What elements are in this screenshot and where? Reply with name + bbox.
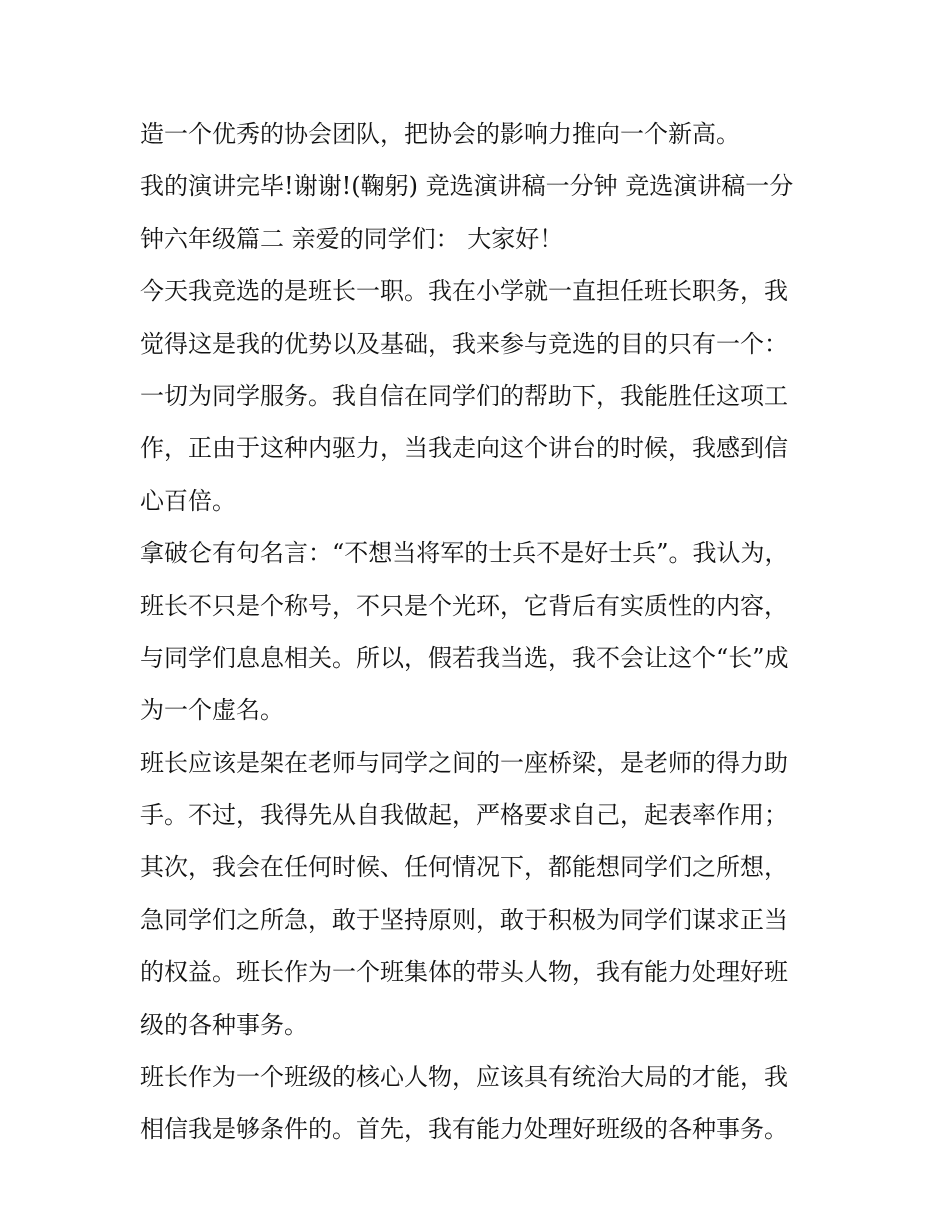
paragraph bbox=[140, 527, 820, 737]
text-line: 急同学们之所急，敢于坚持原则，敢于积极为同学们谋求正当 bbox=[140, 905, 788, 934]
text-line: 其次，我会在任何时候、任何情况下，都能想同学们之所想， bbox=[140, 853, 788, 882]
text-line: 今天我竞选的是班长一职。我在小学就一直担任班长职务，我 bbox=[140, 277, 788, 306]
text-line: 手。不过，我得先从自我做起，严格要求自己，起表率作用； bbox=[140, 801, 788, 830]
text-line: 班长应该是架在老师与同学之间的一座桥梁，是老师的得力助 bbox=[140, 748, 788, 777]
paragraph bbox=[140, 265, 820, 527]
text-line: 为一个虚名。 bbox=[140, 696, 284, 725]
text-line: 级的各种事务。 bbox=[140, 1010, 308, 1039]
text-line: 班长不只是个称号，不只是个光环，它背后有实质性的内容， bbox=[140, 591, 788, 620]
text-line: 拿破仑有句名言：“不想当将军的士兵不是好士兵”。我认为， bbox=[140, 539, 789, 568]
text-line: 造一个优秀的协会团队，把协会的影响力推向一个新高。 bbox=[140, 120, 740, 148]
document-body bbox=[140, 108, 820, 1156]
text-line: 心百倍。 bbox=[140, 486, 236, 515]
text-line: 的权益。班长作为一个班集体的带头人物，我有能力处理好班 bbox=[140, 958, 788, 987]
text-line: 班长作为一个班级的核心人物，应该具有统治大局的才能，我 bbox=[140, 1063, 788, 1092]
text-line: 与同学们息息相关。所以，假若我当选，我不会让这个“长”成 bbox=[140, 643, 789, 672]
text-line: 觉得这是我的优势以及基础，我来参与竞选的目的只有一个： bbox=[140, 329, 788, 358]
paragraph bbox=[140, 160, 820, 265]
text-line: 作，正由于这种内驱力，当我走向这个讲台的时候，我感到信 bbox=[140, 434, 788, 463]
paragraph bbox=[140, 737, 820, 1051]
text-line: 一切为同学服务。我自信在同学们的帮助下，我能胜任这项工 bbox=[140, 381, 788, 410]
paragraph bbox=[140, 108, 820, 160]
paragraph bbox=[140, 1051, 820, 1156]
text-line: 我的演讲完毕!谢谢!(鞠躬) 竞选演讲稿一分钟 竞选演讲稿一分 bbox=[140, 172, 794, 201]
text-line: 钟六年级篇二 亲爱的同学们： 大家好！ bbox=[140, 224, 564, 253]
text-line: 相信我是够条件的。首先，我有能力处理好班级的各种事务。 bbox=[140, 1115, 788, 1144]
